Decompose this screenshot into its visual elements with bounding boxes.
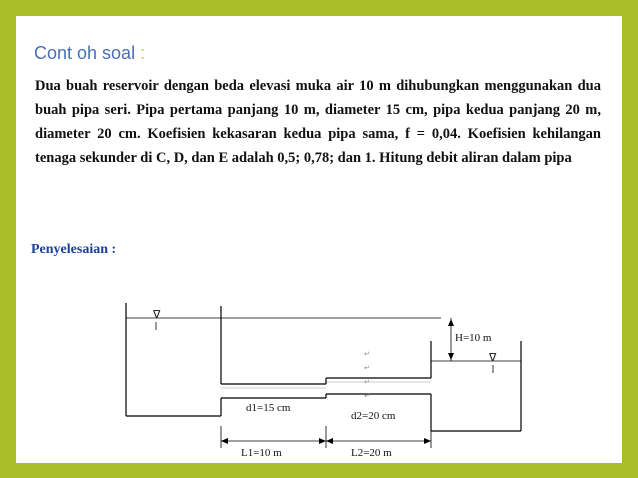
right-reservoir	[431, 341, 521, 431]
pipe-diagram	[111, 286, 531, 461]
return-marks	[364, 350, 370, 400]
left-reservoir	[126, 303, 441, 416]
slide-title: Cont oh soal :	[34, 43, 146, 63]
l2-label: L2=20 m	[351, 447, 392, 459]
slide	[16, 16, 622, 463]
d2-label: d2=20 cm	[351, 410, 396, 422]
return-mark: ↵	[364, 364, 370, 372]
title-colon: :	[140, 43, 146, 63]
head-label: H=10 m	[455, 332, 492, 344]
pipe-1	[221, 384, 326, 398]
return-mark: ↵	[364, 350, 370, 358]
head-dimension	[448, 318, 492, 361]
solution-label: Penyelesaian :	[31, 242, 117, 257]
length-dimensions	[221, 426, 431, 459]
left-water-symbol: ∇	[153, 309, 161, 321]
pipe-2	[326, 378, 431, 398]
problem-text: Dua buah reservoir dengan beda elevasi muka air 10 m dihubungkan menggunakan dua buah pipa seri. Pipa pertama panjang 10 m, diameter 15 cm, pipa kedua panjang 20 m, diameter 20 cm. Koefisien kekasaran kedua pipa sama, f = 0,04. Koefisien kehilangan tenaga sekunder di C, D, dan E adalah 0,5; 0,78; dan 1. Hitung debit aliran dalam pipa	[35, 78, 601, 166]
return-mark: ↵	[364, 392, 370, 400]
right-water-symbol: ∇	[489, 352, 497, 364]
l1-label: L1=10 m	[241, 447, 282, 459]
d1-label: d1=15 cm	[246, 402, 291, 414]
return-mark: ↵	[364, 378, 370, 386]
